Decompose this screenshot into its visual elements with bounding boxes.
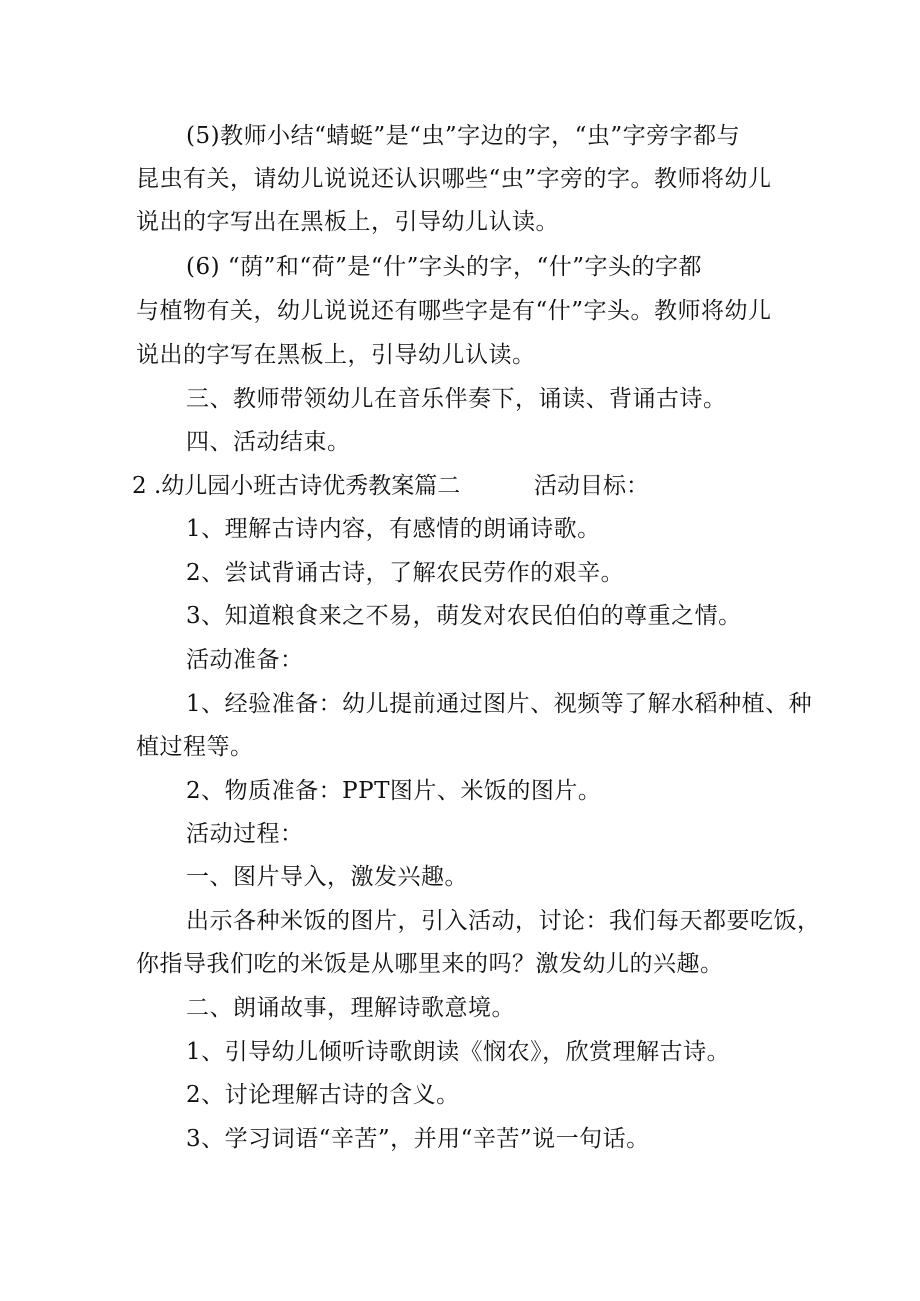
section-heading: 2 .幼儿园小班古诗优秀教案篇二 <box>132 473 461 499</box>
paragraph-line: (5)教师小结“蜻蜓”是“虫”字边的字，“虫”字旁字都与 <box>186 123 741 149</box>
paragraph-line: 3、学习词语“辛苦”，并用“辛苦”说一句话。 <box>186 1126 650 1152</box>
paragraph-line: 3、知道粮食来之不易，萌发对农民伯伯的尊重之情。 <box>186 603 742 629</box>
paragraph-line: 1、理解古诗内容，有感情的朗诵诗歌。 <box>186 516 601 542</box>
paragraph-line: 活动过程： <box>186 821 304 847</box>
paragraph-line: 2、尝试背诵古诗，了解农民劳作的艰辛。 <box>186 560 625 586</box>
paragraph-line: 三、教师带领幼儿在音乐伴奏下，诵读、背诵古诗。 <box>186 386 727 412</box>
paragraph-line: 出示各种米饭的图片，引入活动，讨论：我们每天都要吃饭， <box>186 908 821 934</box>
paragraph-line: 四、活动结束。 <box>186 429 351 455</box>
paragraph-line: (6) “荫”和“荷”是“什”字头的字，“什”字头的字都 <box>186 254 702 280</box>
paragraph-line: 说出的字写出在黑板上，引导幼儿认读。 <box>136 209 559 235</box>
paragraph-line: 你指导我们吃的米饭是从哪里来的吗？激发幼儿的兴趣。 <box>136 951 724 977</box>
paragraph-line: 植过程等。 <box>136 734 254 760</box>
paragraph-line: 一、图片导入，激发兴趣。 <box>186 864 468 890</box>
paragraph-line: 活动准备： <box>186 647 304 673</box>
paragraph-line: 昆虫有关，请幼儿说说还认识哪些“虫”字旁的字。教师将幼儿 <box>136 166 772 192</box>
paragraph-line: 说出的字写在黑板上，引导幼儿认读。 <box>136 342 536 368</box>
paragraph-line: 1、引导幼儿倾听诗歌朗读《悯农》，欣赏理解古诗。 <box>186 1039 731 1065</box>
paragraph-line: 2、讨论理解古诗的含义。 <box>186 1082 460 1108</box>
section-heading-row <box>132 471 649 501</box>
paragraph-line: 2、物质准备：PPT图片、米饭的图片。 <box>186 778 602 804</box>
section-subheading: 活动目标： <box>534 473 649 499</box>
paragraph-line: 与植物有关，幼儿说说还有哪些字是有“什”字头。教师将幼儿 <box>136 298 772 324</box>
paragraph-line: 1、经验准备：幼儿提前通过图片、视频等了解水稻种植、种 <box>186 691 813 717</box>
paragraph-line: 二、朗诵故事，理解诗歌意境。 <box>186 995 515 1021</box>
